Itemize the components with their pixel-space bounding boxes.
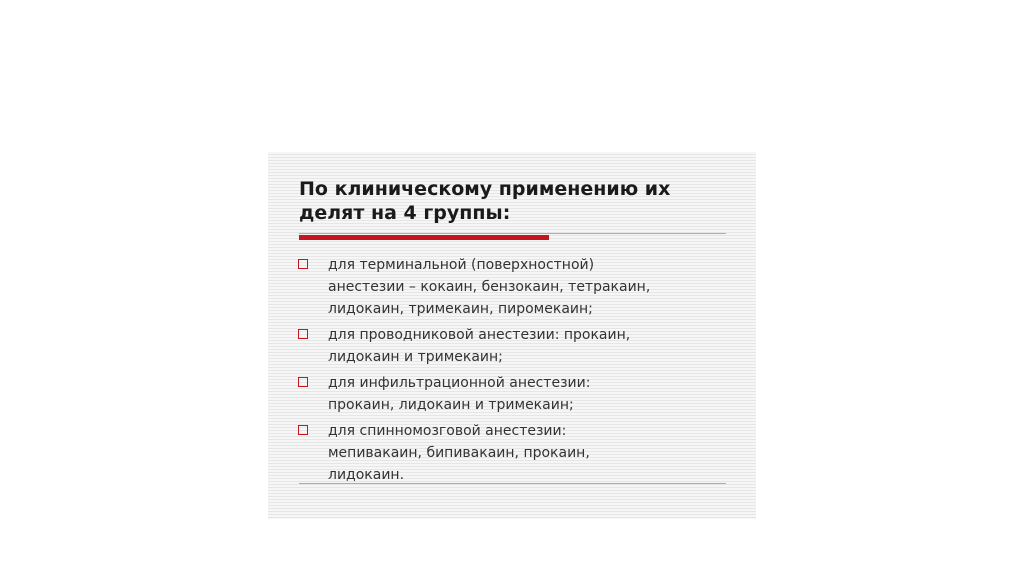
list-item-line: мепивакаин, бипивакаин, прокаин, [328, 445, 590, 461]
slide [268, 152, 756, 519]
list-item-text [328, 254, 748, 320]
hollow-square-bullet-icon [298, 377, 308, 387]
slide-title [299, 177, 739, 225]
title-line: делят на 4 группы: [299, 202, 511, 224]
title-accent-bar [299, 235, 549, 240]
list-item [298, 420, 748, 486]
hollow-square-bullet-icon [298, 329, 308, 339]
list-item-text [328, 372, 748, 416]
list-item-line: анестезии – кокаин, бензокаин, тетракаин, [328, 279, 651, 295]
list-item-line: лидокаин и тримекаин; [328, 349, 503, 365]
list-item-line: для проводниковой анестезии: прокаин, [328, 327, 631, 343]
hollow-square-bullet-icon [298, 259, 308, 269]
title-line: По клиническому применению их [299, 178, 671, 200]
list-item-text [328, 420, 748, 486]
bullet-list [298, 254, 748, 490]
hollow-square-bullet-icon [298, 425, 308, 435]
title-divider [299, 233, 726, 234]
list-item [298, 372, 748, 416]
list-item-line: лидокаин, тримекаин, пиромекаин; [328, 301, 593, 317]
list-item-line: прокаин, лидокаин и тримекаин; [328, 397, 574, 413]
list-item [298, 254, 748, 320]
list-item-line: для спинномозговой анестезии: [328, 423, 567, 439]
list-item-text [328, 324, 748, 368]
bottom-divider [299, 483, 726, 484]
list-item-line: для инфильтрационной анестезии: [328, 375, 591, 391]
list-item [298, 324, 748, 368]
list-item-line: для терминальной (поверхностной) [328, 257, 595, 273]
list-item-line: лидокаин. [328, 467, 405, 483]
